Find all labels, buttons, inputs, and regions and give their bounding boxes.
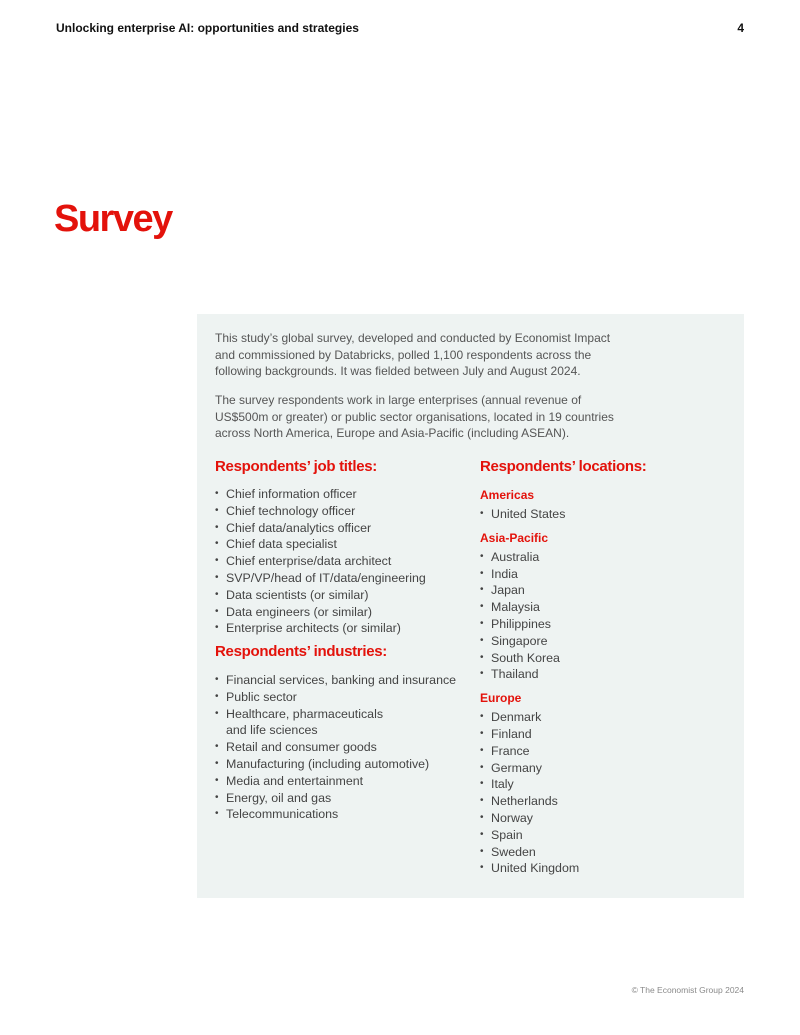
list-item: • Telecommunications <box>215 806 456 823</box>
list-item: • Chief enterprise/data architect <box>215 553 426 570</box>
page-title: Survey <box>54 198 172 240</box>
list-item: • Retail and consumer goods <box>215 739 456 756</box>
industries-list <box>215 672 456 823</box>
list-item: • Japan <box>480 582 646 599</box>
list-item: • Data scientists (or similar) <box>215 587 426 604</box>
copyright-footer: © The Economist Group 2024 <box>631 985 744 995</box>
list-item: • Chief data specialist <box>215 536 426 553</box>
list-item: • Thailand <box>480 666 646 683</box>
job-titles-heading: Respondents’ job titles: <box>215 458 377 475</box>
list-item: • Denmark <box>480 709 646 726</box>
list-item: • India <box>480 566 646 583</box>
list-item: • Enterprise architects (or similar) <box>215 620 426 637</box>
list-item: • Financial services, banking and insurance <box>215 672 456 689</box>
list-item: • United Kingdom <box>480 860 646 877</box>
europe-list <box>480 709 646 877</box>
industries-section <box>215 643 456 823</box>
list-item: • Spain <box>480 827 646 844</box>
list-item: • France <box>480 743 646 760</box>
list-item: • SVP/VP/head of IT/data/engineering <box>215 570 426 587</box>
list-item: • South Korea <box>480 650 646 667</box>
region-americas-label: Americas <box>480 488 535 502</box>
industries-heading: Respondents’ industries: <box>215 643 387 660</box>
list-item: • Australia <box>480 549 646 566</box>
list-item: • Germany <box>480 760 646 777</box>
list-item: • Energy, oil and gas <box>215 790 456 807</box>
region-asia-pacific-label: Asia-Pacific <box>480 530 549 545</box>
list-item: • Finland <box>480 726 646 743</box>
locations-heading: Respondents’ locations: <box>480 458 647 475</box>
job-titles-section <box>215 458 426 637</box>
list-item: • Chief data/analytics officer <box>215 520 426 537</box>
list-item-text: Healthcare, pharmaceuticals <box>226 706 384 721</box>
list-item: • Malaysia <box>480 599 646 616</box>
list-item: • Media and entertainment <box>215 773 456 790</box>
list-item: • Singapore <box>480 633 646 650</box>
header-title: Unlocking enterprise AI: opportunities and strategies <box>56 21 359 35</box>
list-item: • Italy <box>480 776 646 793</box>
list-item <box>215 706 456 740</box>
americas-list <box>480 506 646 523</box>
list-item: • Chief information officer <box>215 486 426 503</box>
list-item: • Data engineers (or similar) <box>215 604 426 621</box>
region-europe-label: Europe <box>480 691 522 706</box>
survey-panel <box>197 314 744 898</box>
list-item: • Norway <box>480 810 646 827</box>
job-titles-list <box>215 486 426 637</box>
asia-pacific-list <box>480 549 646 683</box>
locations-section <box>480 458 646 877</box>
list-item: • Philippines <box>480 616 646 633</box>
list-item: • Sweden <box>480 844 646 861</box>
list-item-continuation: and life sciences <box>226 723 318 738</box>
intro-paragraph-2: The survey respondents work in large enterprises (annual revenue of US$500m or greater) or public sector organisations, located in 19 countries across North America, Europe and Asia-Pacific (including ASEAN). <box>215 393 614 441</box>
list-item: • Netherlands <box>480 793 646 810</box>
list-item: • Manufacturing (including automotive) <box>215 756 456 773</box>
list-item: • Chief technology officer <box>215 503 426 520</box>
list-item: • Public sector <box>215 689 456 706</box>
page-number: 4 <box>737 21 744 35</box>
intro-paragraph-1: This study’s global survey, developed and conducted by Economist Impact and commissioned by Databricks, polled 1,100 respondents across the following backgrounds. It was fielded between July and August 2024. <box>215 331 611 379</box>
list-item: • United States <box>480 506 646 523</box>
